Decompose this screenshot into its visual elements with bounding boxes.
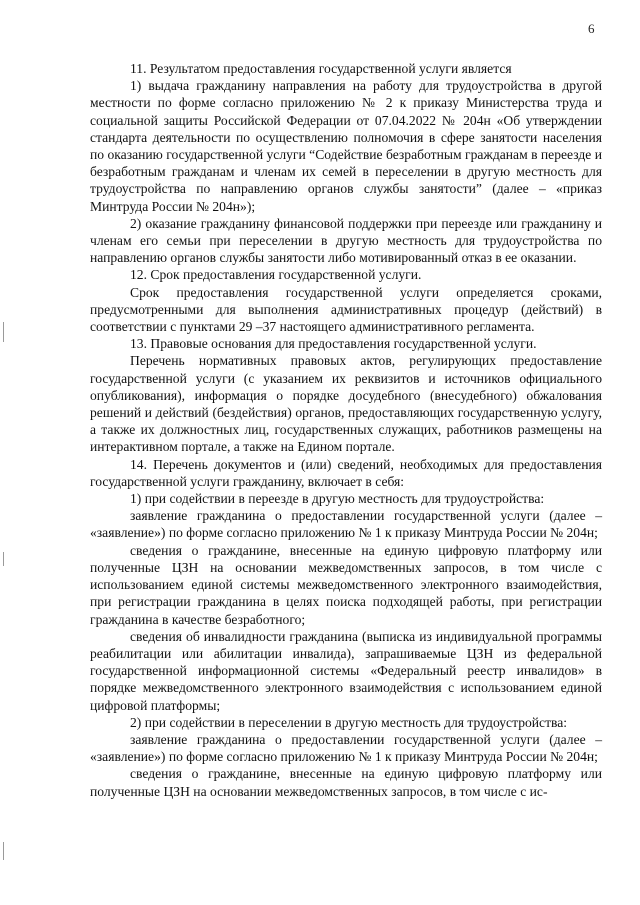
paragraph-12-body: Срок предоставления государственной услуги определяется сроками, предусмотренными для выполнения административных процедур (действий) в соответствии с пунктами 29 –37 настоящего административного регламента. (90, 284, 602, 335)
page-number: 6 (588, 21, 595, 36)
paragraph-14-item-1-application: заявление гражданина о предоставлении государственной услуги (далее – «заявление») по форме согласно приложению № 1 к приказу Минтруда России № 204н; (90, 508, 602, 541)
scan-edge-mark (3, 842, 4, 860)
paragraph-11-heading: 11. Результатом предоставления государственной услуги является (130, 61, 512, 76)
paragraph-14-item-2-application: заявление гражданина о предоставлении государственной услуги (далее – «заявление») по форме согласно приложению № 1 к приказу Минтруда России № 204н; (90, 731, 602, 765)
document-body (90, 60, 602, 800)
paragraph-14-item-1-disability-info: сведения об инвалидности гражданина (выписка из индивидуальной программы реабилитации или абилитации инвалида), запрашиваемые ЦЗН из федеральной государственной информационной системы «Федеральный реестр инвалидов» в порядке межведомственного электронного взаимодействия с использованием единой цифровой платформы; (90, 628, 602, 713)
paragraph-14-item-2: 2) при содействии в переселении в другую местность для трудоустройства: (130, 714, 568, 730)
paragraph-14-item-1-citizen-info: сведения о гражданине, внесенные на единую цифровую платформу или полученные ЦЗН на основании межведомственных запросов, в том числе с использованием единой системы межведомственного электронного взаимодействия, при регистрации гражданина в целях поиска подходящей работы, при регистрации гражданина в качестве безработного; (90, 542, 602, 627)
paragraph-11-item-1: 1) выдача гражданину направления на работу для трудоустройства в другой местности по форме согласно приложению № 2 к приказу Министерства труда и социальной защиты Российской Федерации от 07.04.2022 № 204н «Об утверждении стандарта деятельности по осуществлению полномочия в сфере занятости населения по оказанию государственной услуги “Содействие безработным гражданам в переезде и безработным гражданам и членам их семей в переселении в другую местность для трудоустройства по направлению органов службы занятости” (далее – «приказ Минтруда России № 204н»); (90, 78, 602, 214)
paragraph-14-item-2-citizen-info: сведения о гражданине, внесенные на единую цифровую платформу или полученные ЦЗН на основании межведомственных запросов, в том числе с ис- (90, 766, 602, 799)
paragraph-12-heading: 12. Срок предоставления государственной услуги. (130, 267, 422, 283)
paragraph-13-heading: 13. Правовые основания для предоставления государственной услуги. (130, 336, 537, 352)
scan-edge-mark (3, 322, 4, 342)
scan-edge-mark (3, 552, 4, 566)
paragraph-13-body: Перечень нормативных правовых актов, регулирующих предоставление государственной услуги (с указанием их реквизитов и источников официального опубликования), информация о порядке досудебного (внесудебного) обжалования решений и действий (бездействия) органов, предоставляющих государственную услугу, а также их должностных лиц, государственных служащих, работников размещены на интерактивном портале, а также на Едином портале. (90, 353, 602, 455)
paragraph-11-item-2: 2) оказание гражданину финансовой поддержки при переезде или гражданину и членам его семьи при переселении в другую местность для трудоустройства по направлению органов службы занятости либо мотивированный отказ в ее оказании. (90, 215, 602, 266)
paragraph-14-item-1: 1) при содействии в переезде в другую местность для трудоустройства: (130, 491, 545, 507)
paragraph-14-heading: 14. Перечень документов и (или) сведений, необходимых для предоставления государственной услуги гражданину, включает в себя: (90, 456, 602, 489)
